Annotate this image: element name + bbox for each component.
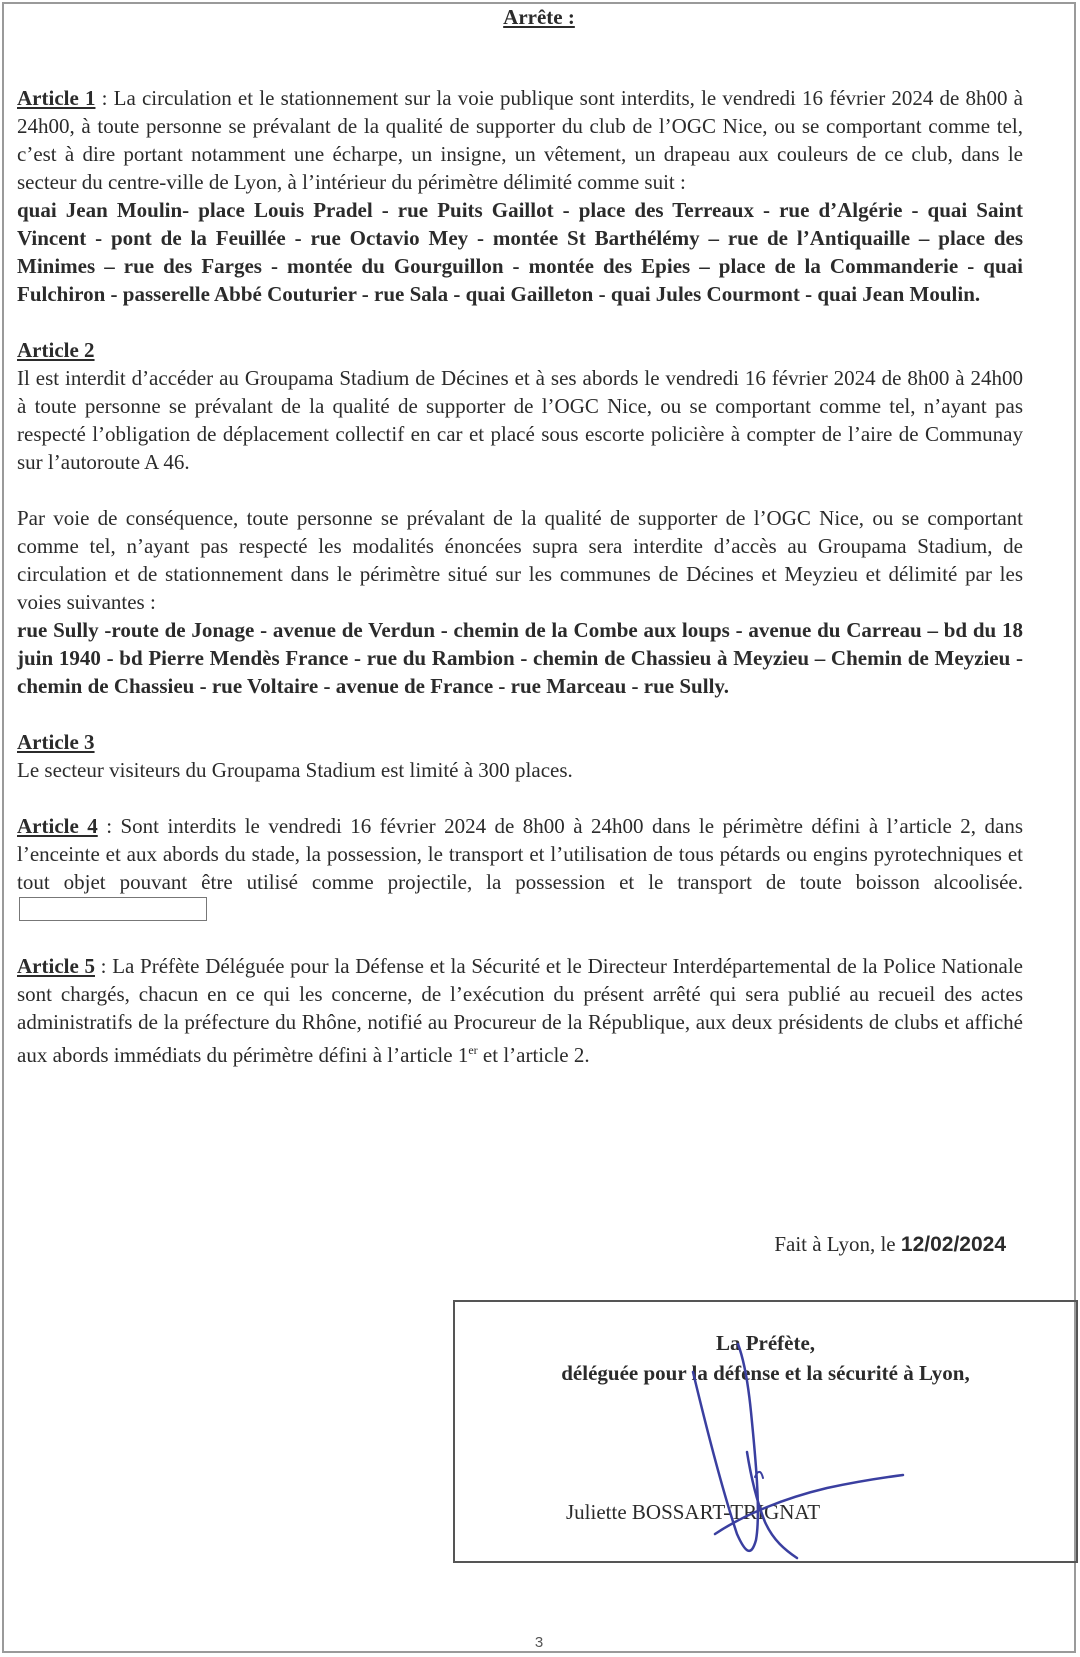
article-1-perimeter: quai Jean Moulin- place Louis Pradel - rue Puits Gaillot - place des Terreaux - rue d’Algérie - quai Saint Vincent - pont de la Feuillée - rue Octavio Mey - montée St Barthélémy – rue de l’Antiquaille – place des Minimes – rue des Farges - montée du Gourguillon - montée des Epies – place de la Commanderie - quai Fulchiron - passerelle Abbé Couturier - rue Sala - quai Gailleton - quai Jules Courmont - quai Jean Moulin. <box>17 198 1023 306</box>
handwritten-signature <box>455 1302 1080 1565</box>
article-2-text-2: Par voie de conséquence, toute personne se prévalant de la qualité de supporter de l’OGC Nice, ou se comportant comme tel, n’ayant pas respecté les modalités énoncées supra sera interdite d’accès au Groupama Stadium, de circulation et de stationnement dans le périmètre situé sur les communes de Décines et Meyzieu et délimité par les voies suivantes : <box>17 506 1023 614</box>
signing-date: 12/02/2024 <box>900 1233 1006 1256</box>
article-2-perimeter: rue Sully -route de Jonage - avenue de Verdun - chemin de la Combe aux loups - avenue du Carreau – bd du 18 juin 1940 - bd Pierre Mendès France - rue du Rambion - chemin de Chassieu à Meyzieu – Chemin de Meyzieu - chemin de Chassieu - rue Voltaire - avenue de France - rue Marceau - rue Sully. <box>17 618 1023 698</box>
article-1: Article 1 : La circulation et le stationnement sur la voie publique sont interdits, le vendredi 16 février 2024 de 8h00 à 24h00, à toute personne se prévalant de la qualité de supporter du club de l’OGC Nice, ou se comportant comme tel, c’est à dire portant notamment une écharpe, un insigne, un vêtement, un drapeau aux couleurs de ce club, dans le secteur du centre-ville de Lyon, à l’intérieur du périmètre délimité comme suit : quai Jean Moulin- place Louis Pradel - rue Puits Gaillot - place des Terreaux - rue d’Algérie - quai Saint Vincent - pont de la Feuillée - rue Octavio Mey - montée St Barthélémy – rue de l’Antiquaille – place des Minimes – rue des Farges - montée du Gourguillon - montée des Epies – place de la Commanderie - quai Fulchiron - passerelle Abbé Couturier - rue Sala - quai Gailleton - quai Jules Courmont - quai Jean Moulin. <box>17 86 1023 306</box>
article-1-title: Article 1 <box>17 86 96 110</box>
article-5-title: Article 5 <box>17 954 95 978</box>
article-3 <box>17 728 1023 784</box>
article-4-text: Sont interdits le vendredi 16 février 2024 de 8h00 à 24h00 dans le périmètre défini à l’article 2, dans l’enceinte et aux abords du stade, la possession, le transport et l’utilisation de tous pétards ou engins pyrotechniques et tout objet pouvant être utilisé comme projectile, la possession et le transport de toute boisson alcoolisée. <box>17 814 1024 894</box>
article-2-title: Article 2 <box>17 338 95 362</box>
document-page <box>2 2 1076 1653</box>
signatory-title: La Préfète, <box>715 1331 816 1355</box>
redaction-box <box>19 897 207 921</box>
article-2-continued <box>17 504 1023 700</box>
signatory-role: déléguée pour la défense et la sécurité à Lyon, <box>561 1361 970 1385</box>
decree-heading: Arrête : <box>503 5 575 29</box>
article-3-text: Le secteur visiteurs du Groupama Stadium est limité à 300 places. <box>17 758 573 782</box>
article-2 <box>17 336 1023 476</box>
article-5-text: La Préfète Déléguée pour la Défense et la Sécurité et le Directeur Interdépartemental de la Police Nationale sont chargés, chacun en ce qui les concerne, de l’exécution du présent arrêté qui sera publié au recueil des actes administratifs de la préfecture du Rhône, notifié au Procureur de la République, aux deux présidents de clubs et affiché aux abords immédiats du périmètre défini à l’article 1 <box>17 954 1023 1067</box>
place-date-line: Fait à Lyon, le 12/02/2024 <box>774 1232 1006 1256</box>
page-number: 3 <box>534 1634 544 1651</box>
document-body <box>17 84 1023 1097</box>
signatory-name: Juliette BOSSART-TRIGNAT <box>566 1500 821 1524</box>
signature-block <box>453 1300 1078 1563</box>
article-4-title: Article 4 <box>17 814 98 838</box>
article-2-text: Il est interdit d’accéder au Groupama Stadium de Décines et à ses abords le vendredi 16 février 2024 de 8h00 à 24h00 à toute personne se prévalant de la qualité de supporter de l’OGC Nice, ou se comportant comme tel, n’ayant pas respecté l’obligation de déplacement collectif en car et placé sous escorte policière à compter de l’aire de Communay sur l’autoroute A 46. <box>17 366 1023 474</box>
article-4: Article 4 : Sont interdits le vendredi 16 février 2024 de 8h00 à 24h00 dans le périmètre défini à l’article 2, dans l’enceinte et aux abords du stade, la possession, le transport et l’utilisation de tous pétards ou engins pyrotechniques et tout objet pouvant être utilisé comme projectile, la possession et le transport de toute boisson alcoolisée. <box>17 812 1023 924</box>
article-3-title: Article 3 <box>17 730 95 754</box>
article-1-text: La circulation et le stationnement sur la voie publique sont interdits, le vendredi 16 février 2024 de 8h00 à 24h00, à toute personne se prévalant de la qualité de supporter du club de l’OGC Nice, ou se comportant comme tel, c’est à dire portant notamment une écharpe, un insigne, un vêtement, un drapeau aux couleurs de ce club, dans le secteur du centre-ville de Lyon, à l’intérieur du périmètre délimité comme suit : <box>17 86 1023 194</box>
article-5: Article 5 : La Préfète Déléguée pour la Défense et la Sécurité et le Directeur Interdépartemental de la Police Nationale sont chargés, chacun en ce qui les concerne, de l’exécution du présent arrêté qui sera publié au recueil des actes administratifs de la préfecture du Rhône, notifié au Procureur de la République, aux deux présidents de clubs et affiché aux abords immédiats du périmètre défini à l’article 1er et l’article 2. <box>17 954 1023 1067</box>
